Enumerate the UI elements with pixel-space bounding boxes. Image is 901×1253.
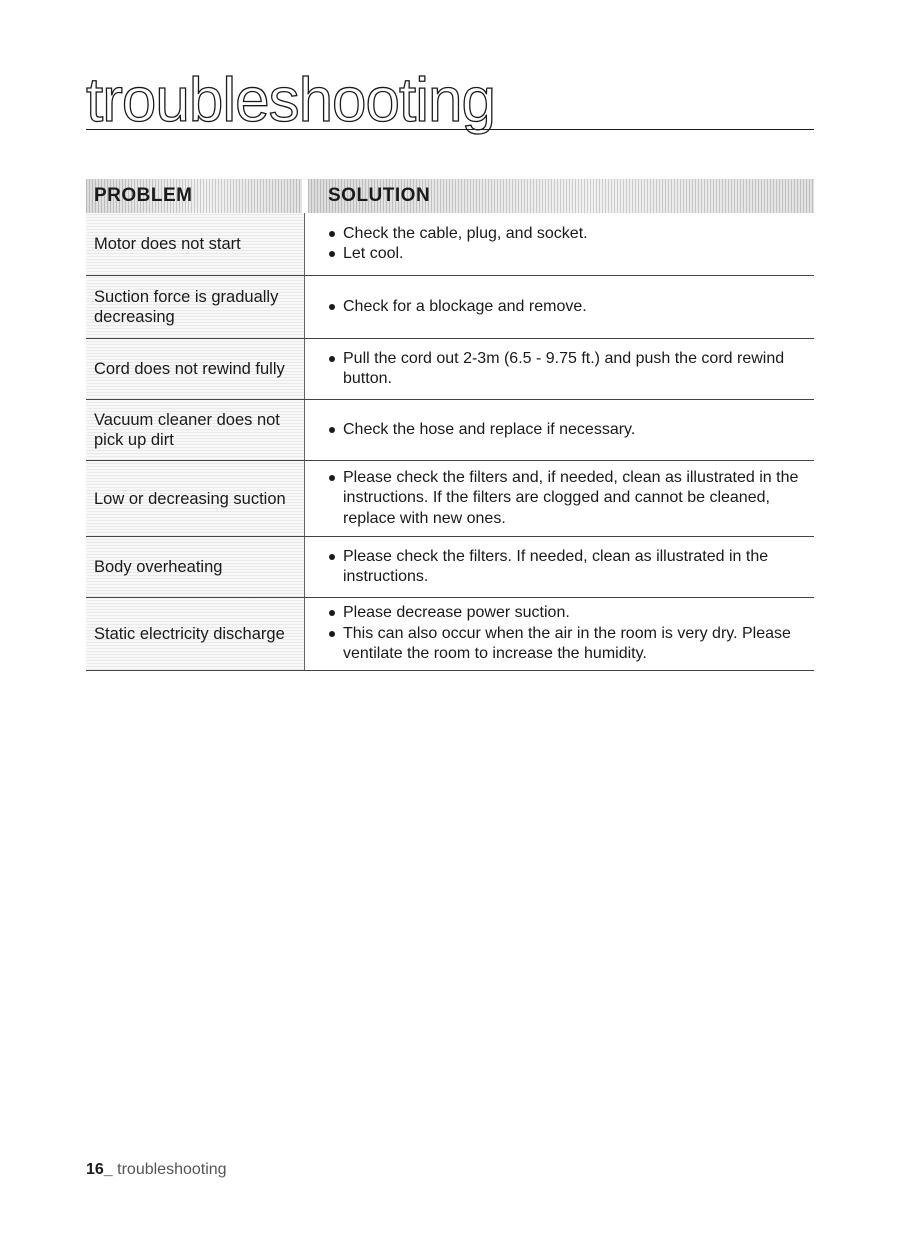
table-row: [86, 400, 814, 461]
problem-cell: Low or decreasing suction: [86, 461, 305, 536]
troubleshooting-table: [86, 179, 814, 671]
problem-cell: Cord does not rewind fully: [86, 339, 305, 399]
table-row: [86, 598, 814, 671]
solution-bullet: This can also occur when the air in the room is very dry. Please ventilate the room to increase the humidity.: [329, 624, 814, 665]
solution-cell: [305, 537, 814, 597]
solution-bullet: Check the cable, plug, and socket.: [329, 224, 814, 245]
problem-cell: Vacuum cleaner does not pick up dirt: [86, 400, 305, 460]
footer-section-label: troubleshooting: [112, 1161, 227, 1178]
page-title: troubleshooting: [86, 66, 495, 135]
problem-cell: Body overheating: [86, 537, 305, 597]
solution-bullet: Please decrease power suction.: [329, 603, 814, 624]
problem-cell: Motor does not start: [86, 213, 305, 275]
page-footer: [86, 1161, 227, 1179]
page-number: 16_: [86, 1161, 113, 1178]
table-body: [86, 213, 814, 671]
table-row: [86, 213, 814, 276]
table-row: [86, 461, 814, 537]
solution-bullet: Check the hose and replace if necessary.: [329, 420, 814, 441]
header-solution: SOLUTION: [308, 179, 814, 213]
problem-cell: Static electricity discharge: [86, 598, 305, 670]
solution-cell: [305, 461, 814, 536]
solution-cell: [305, 400, 814, 460]
table-row: [86, 276, 814, 339]
title-divider: [86, 129, 814, 130]
table-row: [86, 339, 814, 400]
solution-bullet: Let cool.: [329, 244, 814, 265]
solution-bullet: Pull the cord out 2-3m (6.5 - 9.75 ft.) and push the cord rewind button.: [329, 349, 814, 390]
solution-bullet: Please check the filters and, if needed, clean as illustrated in the instructions. If the filters are clogged and cannot be cleaned, replace with new ones.: [329, 468, 814, 530]
solution-cell: [305, 339, 814, 399]
solution-bullet: Please check the filters. If needed, clean as illustrated in the instructions.: [329, 547, 814, 588]
solution-cell: [305, 213, 814, 275]
header-problem: PROBLEM: [86, 179, 302, 213]
table-row: [86, 537, 814, 598]
table-header: [86, 179, 814, 213]
solution-cell: [305, 598, 814, 670]
problem-cell: Suction force is gradually decreasing: [86, 276, 305, 338]
solution-bullet: Check for a blockage and remove.: [329, 297, 814, 318]
solution-cell: [305, 276, 814, 338]
